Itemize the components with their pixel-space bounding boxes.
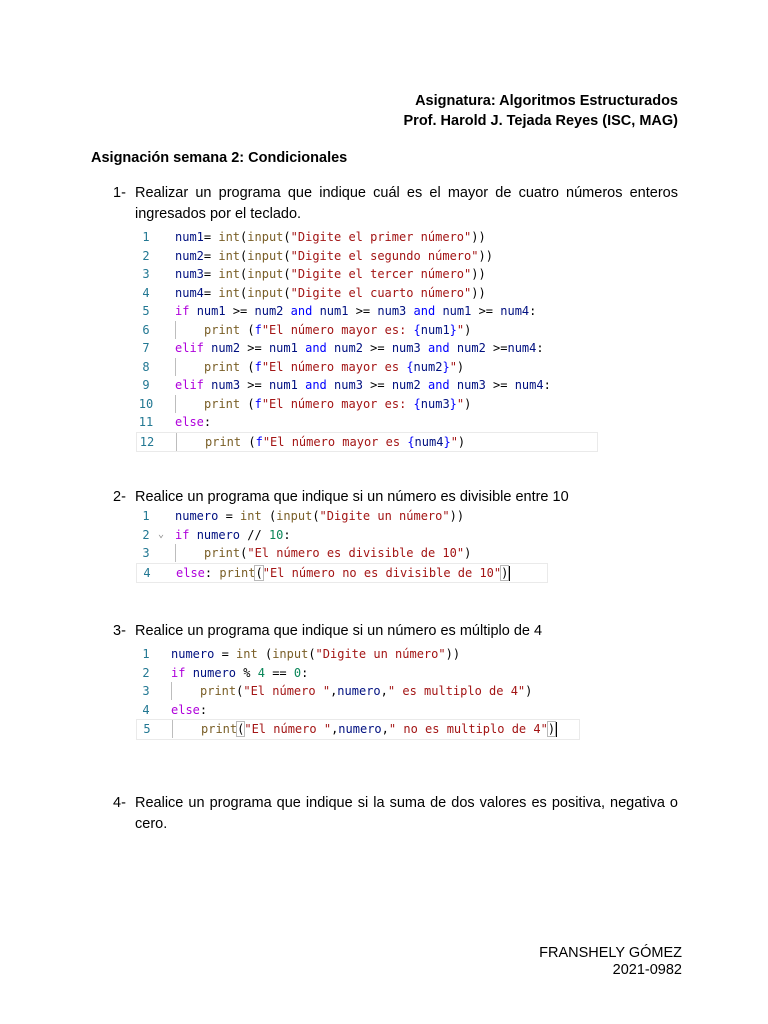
line-number: 10 — [138, 396, 154, 411]
line-number: 4 — [143, 565, 151, 580]
code-line-active — [136, 719, 580, 740]
course-title: Asignatura: Algoritmos Estructurados — [415, 93, 678, 109]
line-number: 8 — [142, 359, 150, 374]
code-text: else: — [175, 415, 212, 429]
code-block-2 — [136, 507, 548, 583]
text-cursor — [555, 722, 557, 737]
question-2 — [113, 487, 678, 508]
code-text: else: print("El número no es divisible de 10") — [176, 565, 509, 580]
question-1 — [113, 183, 678, 225]
code-line — [136, 526, 548, 545]
text-cursor — [508, 566, 510, 581]
code-line — [136, 645, 580, 664]
code-block-3 — [136, 645, 580, 740]
code-line — [136, 358, 598, 377]
question-number: 4- — [113, 795, 126, 811]
code-line — [136, 284, 598, 303]
code-line — [136, 247, 598, 266]
student-name: FRANSHELY GÓMEZ — [539, 945, 682, 961]
code-text: num3= int(input("Digite el tercer número")) — [175, 267, 486, 281]
code-line — [136, 544, 548, 563]
code-line — [136, 413, 598, 432]
line-number: 2 — [142, 248, 150, 263]
question-text: Realice un programa que indique si un número es múltiplo de 4 — [135, 623, 543, 639]
line-number: 12 — [139, 434, 155, 449]
code-line — [136, 376, 598, 395]
line-number: 6 — [142, 322, 150, 337]
line-number: 5 — [142, 304, 150, 318]
line-number: 4 — [142, 285, 150, 300]
line-number: 1 — [142, 230, 150, 244]
line-number: 9 — [142, 378, 150, 392]
code-line — [136, 682, 580, 701]
code-text: print (f"El número mayor es {num2}") — [175, 358, 464, 377]
line-number: 2 — [142, 527, 150, 542]
question-text: Realice un programa que indique si la suma de dos valores es positiva, negativa o cero. — [135, 795, 678, 832]
code-text: elif num3 >= num1 and num3 >= num2 and num3 >= num4: — [175, 378, 551, 392]
code-text: else: — [171, 702, 208, 717]
code-text: if numero // 10: — [175, 527, 291, 542]
student-id: 2021-0982 — [612, 962, 682, 978]
line-number: 4 — [142, 702, 150, 717]
line-number: 2 — [142, 665, 150, 680]
code-line — [136, 321, 598, 340]
code-text: if num1 >= num2 and num1 >= num3 and num1 >= num4: — [175, 304, 537, 318]
code-text: num4= int(input("Digite el cuarto número")) — [175, 285, 486, 300]
question-text: Realizar un programa que indique cuál es el mayor de cuatro números enteros ingresados por el teclado. — [135, 185, 678, 222]
code-line — [136, 664, 580, 683]
question-number: 2- — [113, 489, 126, 505]
code-line-active — [136, 432, 598, 453]
line-number: 11 — [138, 415, 154, 429]
question-number: 3- — [113, 623, 126, 639]
fold-chevron-icon[interactable]: ⌄ — [158, 528, 165, 540]
code-text: print (f"El número mayor es: {num1}") — [175, 321, 471, 340]
line-number: 1 — [142, 647, 150, 661]
code-line-active — [136, 563, 548, 584]
code-line — [136, 395, 598, 414]
line-number: 3 — [142, 684, 150, 698]
line-number: 3 — [142, 546, 150, 560]
question-text: Realice un programa que indique si un número es divisible entre 10 — [135, 489, 569, 505]
question-4 — [113, 793, 678, 835]
question-3 — [113, 621, 678, 642]
code-text: numero = int (input("Digite un número")) — [175, 509, 465, 523]
code-line — [136, 507, 548, 526]
code-text: numero = int (input("Digite un número")) — [171, 647, 461, 661]
line-number: 3 — [142, 267, 150, 281]
line-number: 1 — [142, 509, 150, 523]
code-text: print("El número es divisible de 10") — [175, 544, 471, 563]
assignment-title: Asignación semana 2: Condicionales — [91, 150, 348, 166]
code-text: print("El número ",numero," es multiplo de 4") — [171, 682, 532, 701]
code-text: elif num2 >= num1 and num2 >= num3 and num2 >=num4: — [175, 341, 544, 355]
code-text: print("El número ",numero," no es multiplo de 4") — [172, 720, 557, 739]
question-number: 1- — [113, 185, 126, 201]
code-line — [136, 302, 598, 321]
code-text: print (f"El número mayor es: {num3}") — [175, 395, 471, 414]
code-text: num1= int(input("Digite el primer número")) — [175, 230, 486, 244]
professor-name: Prof. Harold J. Tejada Reyes (ISC, MAG) — [403, 113, 678, 129]
code-text: print (f"El número mayor es {num4}") — [176, 433, 465, 452]
code-line — [136, 228, 598, 247]
code-block-1 — [136, 228, 598, 452]
line-number: 7 — [142, 341, 150, 355]
code-line — [136, 265, 598, 284]
line-number: 5 — [143, 722, 151, 736]
code-text: num2= int(input("Digite el segundo número")) — [175, 248, 493, 263]
code-text: if numero % 4 == 0: — [171, 665, 309, 680]
code-line — [136, 339, 598, 358]
code-line — [136, 701, 580, 720]
